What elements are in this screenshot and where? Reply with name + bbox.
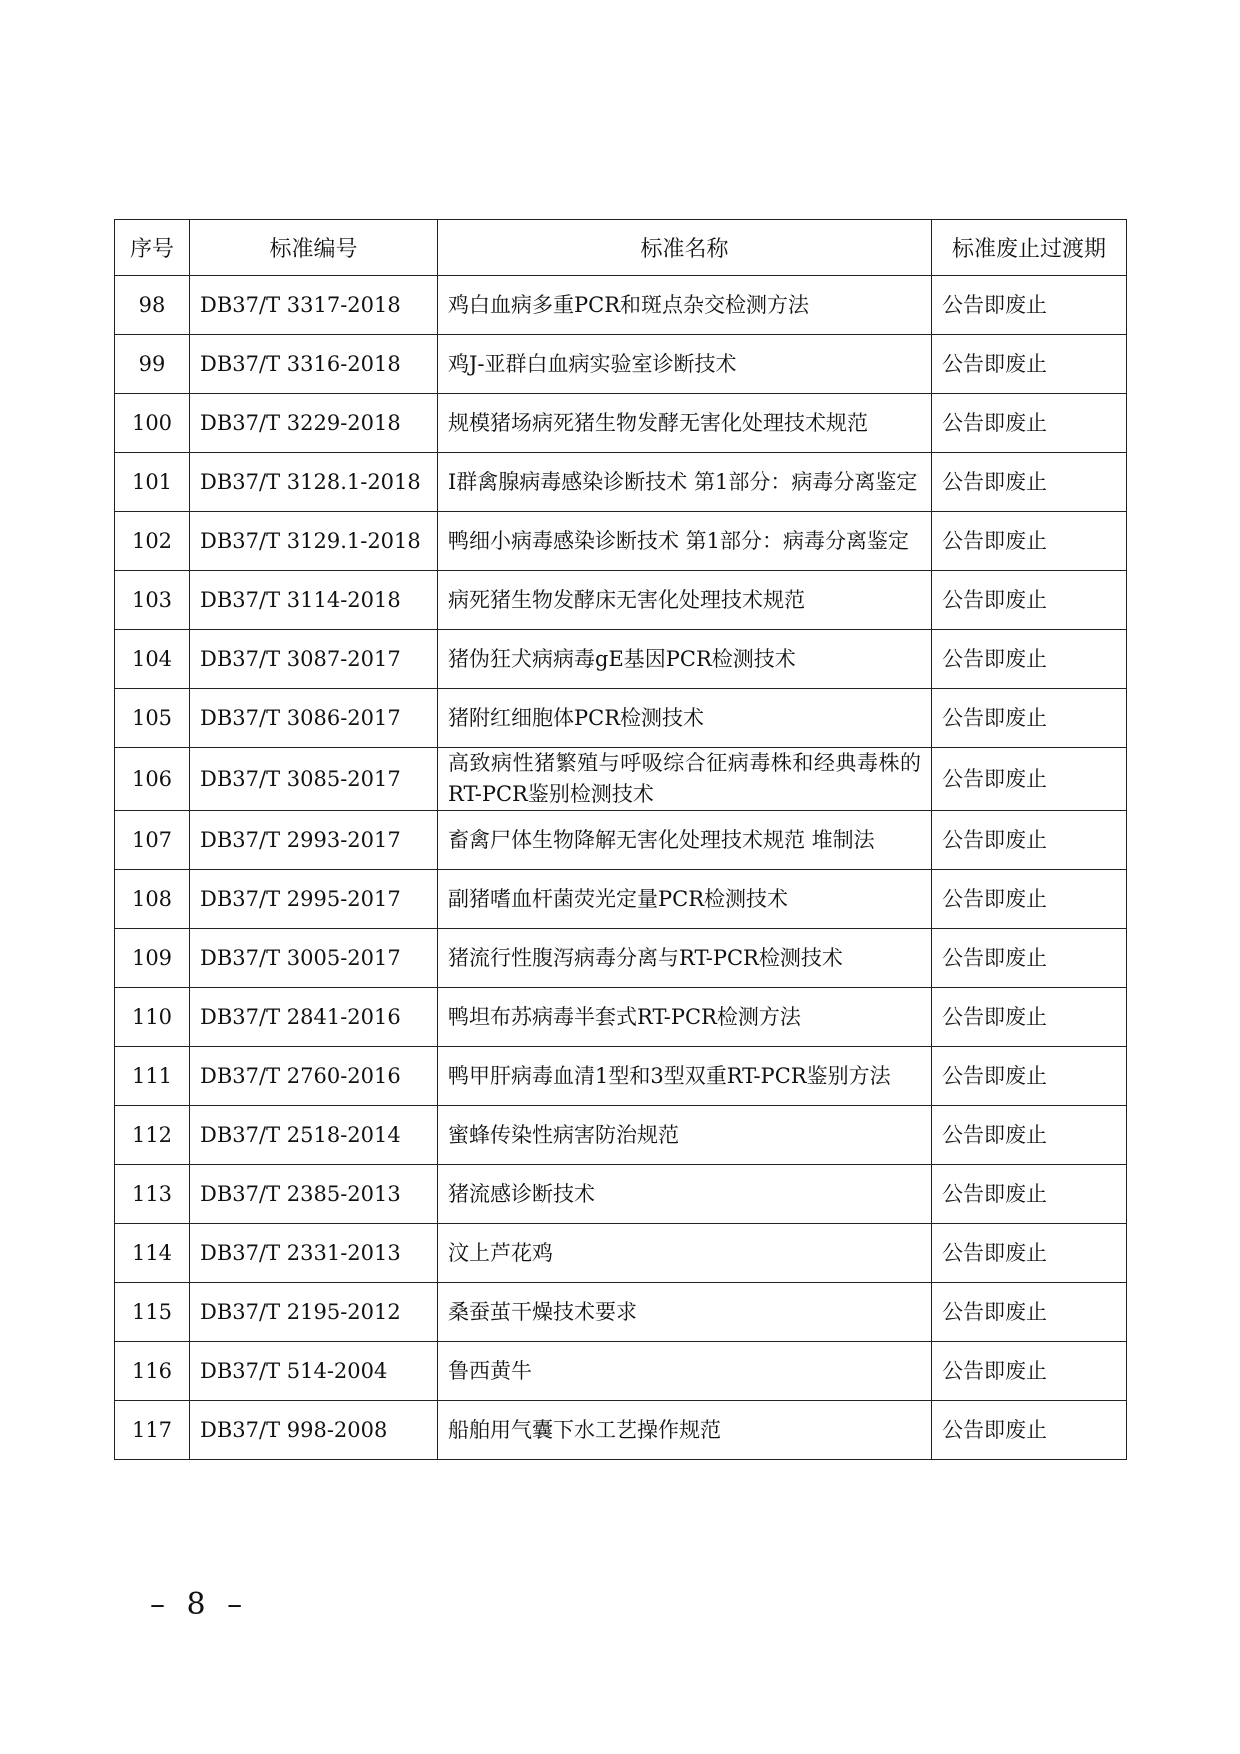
cell-code: DB37/T 3086-2017: [190, 689, 438, 748]
cell-index: 110: [115, 988, 190, 1047]
cell-code: DB37/T 514-2004: [190, 1342, 438, 1401]
cell-code: DB37/T 3005-2017: [190, 929, 438, 988]
page-number: – 8 –: [150, 1587, 249, 1622]
cell-name: 规模猪场病死猪生物发酵无害化处理技术规范: [438, 394, 932, 453]
cell-period: 公告即废止: [932, 571, 1127, 630]
cell-code: DB37/T 3129.1-2018: [190, 512, 438, 571]
cell-period: 公告即废止: [932, 1224, 1127, 1283]
cell-code: DB37/T 3128.1-2018: [190, 453, 438, 512]
cell-code: DB37/T 998-2008: [190, 1401, 438, 1460]
cell-code: DB37/T 2993-2017: [190, 811, 438, 870]
cell-code: DB37/T 2760-2016: [190, 1047, 438, 1106]
table-row: [115, 1401, 1127, 1460]
cell-period: 公告即废止: [932, 988, 1127, 1047]
cell-period: 公告即废止: [932, 1342, 1127, 1401]
cell-name: 鸭甲肝病毒血清1型和3型双重RT-PCR鉴别方法: [438, 1047, 932, 1106]
cell-code: DB37/T 3085-2017: [190, 748, 438, 811]
cell-index: 109: [115, 929, 190, 988]
table-row: [115, 394, 1127, 453]
cell-name: 蜜蜂传染性病害防治规范: [438, 1106, 932, 1165]
cell-name: 鸭细小病毒感染诊断技术 第1部分：病毒分离鉴定: [438, 512, 932, 571]
table-row: [115, 1342, 1127, 1401]
table-row: [115, 335, 1127, 394]
cell-name: 鸡J-亚群白血病实验室诊断技术: [438, 335, 932, 394]
cell-code: DB37/T 2995-2017: [190, 870, 438, 929]
cell-period: 公告即废止: [932, 811, 1127, 870]
cell-period: 公告即废止: [932, 689, 1127, 748]
cell-period: 公告即废止: [932, 1401, 1127, 1460]
table-row: [115, 453, 1127, 512]
cell-code: DB37/T 3229-2018: [190, 394, 438, 453]
table-header-row: [115, 220, 1127, 276]
cell-name: I群禽腺病毒感染诊断技术 第1部分：病毒分离鉴定: [438, 453, 932, 512]
cell-period: 公告即废止: [932, 1047, 1127, 1106]
cell-period: 公告即废止: [932, 394, 1127, 453]
table-row: [115, 276, 1127, 335]
cell-index: 117: [115, 1401, 190, 1460]
table-row: [115, 929, 1127, 988]
cell-name: 副猪嗜血杆菌荧光定量PCR检测技术: [438, 870, 932, 929]
table-row: [115, 1224, 1127, 1283]
cell-index: 104: [115, 630, 190, 689]
table-row: [115, 748, 1127, 811]
cell-index: 98: [115, 276, 190, 335]
cell-index: 114: [115, 1224, 190, 1283]
cell-period: 公告即废止: [932, 1283, 1127, 1342]
cell-index: 101: [115, 453, 190, 512]
cell-code: DB37/T 2195-2012: [190, 1283, 438, 1342]
table-row: [115, 988, 1127, 1047]
cell-index: 103: [115, 571, 190, 630]
cell-name: 畜禽尸体生物降解无害化处理技术规范 堆制法: [438, 811, 932, 870]
cell-index: 112: [115, 1106, 190, 1165]
cell-name: 汶上芦花鸡: [438, 1224, 932, 1283]
cell-code: DB37/T 2331-2013: [190, 1224, 438, 1283]
cell-period: 公告即废止: [932, 1165, 1127, 1224]
cell-name: 鸭坦布苏病毒半套式RT-PCR检测方法: [438, 988, 932, 1047]
cell-name: 猪附红细胞体PCR检测技术: [438, 689, 932, 748]
cell-period: 公告即废止: [932, 276, 1127, 335]
cell-name: 鸡白血病多重PCR和斑点杂交检测方法: [438, 276, 932, 335]
cell-code: DB37/T 2841-2016: [190, 988, 438, 1047]
standards-table: [114, 219, 1127, 1460]
cell-code: DB37/T 2518-2014: [190, 1106, 438, 1165]
cell-index: 107: [115, 811, 190, 870]
cell-index: 105: [115, 689, 190, 748]
cell-code: DB37/T 3114-2018: [190, 571, 438, 630]
table-row: [115, 571, 1127, 630]
cell-period: 公告即废止: [932, 512, 1127, 571]
cell-index: 102: [115, 512, 190, 571]
cell-name: 船舶用气囊下水工艺操作规范: [438, 1401, 932, 1460]
table-row: [115, 630, 1127, 689]
cell-index: 100: [115, 394, 190, 453]
table-row: [115, 870, 1127, 929]
cell-index: 111: [115, 1047, 190, 1106]
header-period: 标准废止过渡期: [932, 220, 1127, 276]
cell-period: 公告即废止: [932, 335, 1127, 394]
cell-index: 116: [115, 1342, 190, 1401]
cell-code: DB37/T 3087-2017: [190, 630, 438, 689]
header-code: 标准编号: [190, 220, 438, 276]
cell-code: DB37/T 2385-2013: [190, 1165, 438, 1224]
cell-name: 猪流感诊断技术: [438, 1165, 932, 1224]
table-row: [115, 1165, 1127, 1224]
cell-index: 108: [115, 870, 190, 929]
cell-code: DB37/T 3317-2018: [190, 276, 438, 335]
cell-period: 公告即废止: [932, 929, 1127, 988]
cell-period: 公告即废止: [932, 870, 1127, 929]
cell-index: 106: [115, 748, 190, 811]
cell-name: 猪伪狂犬病病毒gE基因PCR检测技术: [438, 630, 932, 689]
header-name: 标准名称: [438, 220, 932, 276]
table-row: [115, 689, 1127, 748]
cell-name: 猪流行性腹泻病毒分离与RT-PCR检测技术: [438, 929, 932, 988]
cell-period: 公告即废止: [932, 453, 1127, 512]
cell-period: 公告即废止: [932, 748, 1127, 811]
table-row: [115, 1047, 1127, 1106]
cell-name: 高致病性猪繁殖与呼吸综合征病毒株和经典毒株的RT-PCR鉴别检测技术: [438, 748, 932, 811]
cell-index: 99: [115, 335, 190, 394]
cell-name: 病死猪生物发酵床无害化处理技术规范: [438, 571, 932, 630]
table-row: [115, 811, 1127, 870]
table-row: [115, 1283, 1127, 1342]
table-body: [115, 276, 1127, 1460]
header-index: 序号: [115, 220, 190, 276]
table-row: [115, 512, 1127, 571]
cell-index: 115: [115, 1283, 190, 1342]
cell-period: 公告即废止: [932, 630, 1127, 689]
cell-index: 113: [115, 1165, 190, 1224]
table-row: [115, 1106, 1127, 1165]
cell-code: DB37/T 3316-2018: [190, 335, 438, 394]
cell-name: 鲁西黄牛: [438, 1342, 932, 1401]
cell-period: 公告即废止: [932, 1106, 1127, 1165]
cell-name: 桑蚕茧干燥技术要求: [438, 1283, 932, 1342]
